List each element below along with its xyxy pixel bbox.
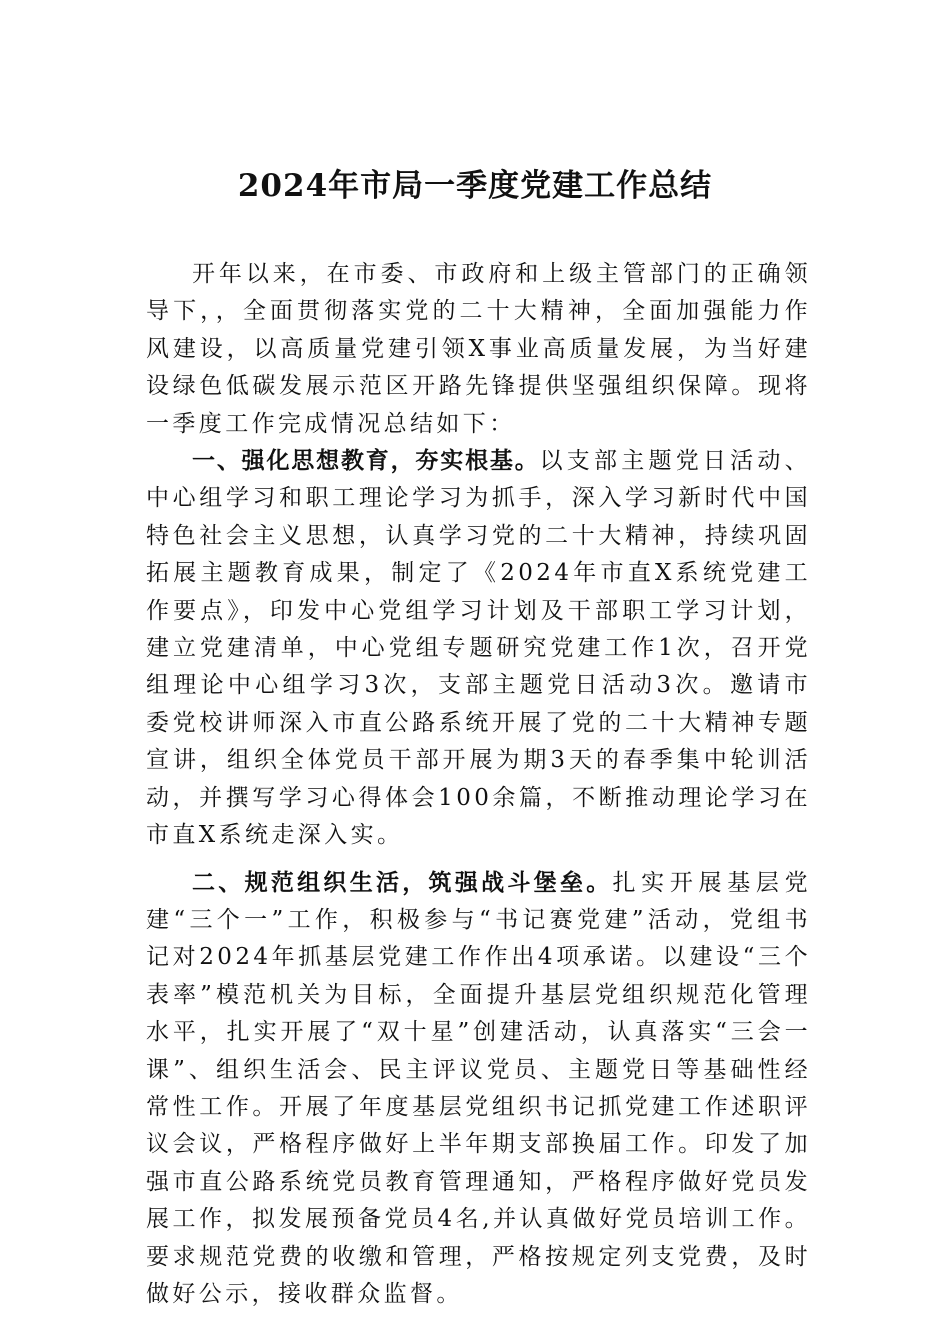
section-1-text: 以支部主题党日活动、中心组学习和职工理论学习为抓手，深入学习新时代中国特色社会主义思想，认真学习党的二十大精神，持续巩固拓展主题教育成果，制定了《2024年市直X系统党建工作要点》，印发中心党组学习计划及干部职工学习计划，建立党建清单，中心党组专题研究党建工作1次，召开党组理论中心组学习3次，支部主题党日活动3次。邀请市委党校讲师深入市直公路系统开展了党的二十大精神专题宣讲，组织全体党员干部开展为期3天的春季集中轮训活动，并撰写学习心得体会100余篇，不断推动理论学习在市直X系统走深入实。 xyxy=(146,448,812,849)
section-2-paragraph xyxy=(146,865,811,1314)
section-2-heading: 二、规范组织生活，筑强战斗堡垒。 xyxy=(192,869,613,896)
intro-paragraph-text: 开年以来，在市委、市政府和上级主管部门的正确领导下，，全面贯彻落实党的二十大精神，全面加强能力作风建设，以高质量党建引领X事业高质量发展，为当好建设绿色低碳发展示范区开路先锋提供坚强组织保障。现将一季度工作完成情况总结如下： xyxy=(146,261,811,437)
section-2-text: 扎实开展基层党建“三个一”工作，积极参与“书记赛党建”活动，党组书记对2024年抓基层党建工作作出4项承诺。以建设“三个表率”模范机关为目标，全面提升基层党组织规范化管理水平，扎实开展了“双十星”创建活动，认真落实“三会一课”、组织生活会、民主评议党员、主题党日等基础性经常性工作。开展了年度基层党组织书记抓党建工作述职评议会议，严格程序做好上半年期支部换届工作。印发了加强市直公路系统党员教育管理通知，严格程序做好党员发展工作，拟发展预备党员4名,并认真做好党员培训工作。要求规范党费的收缴和管理，严格按规定列支党费，及时做好公示，接收群众监督。 xyxy=(146,869,811,1307)
page-title: 2024年市局一季度党建工作总结 xyxy=(237,168,713,204)
document-body xyxy=(146,256,811,1313)
intro-paragraph xyxy=(146,256,811,443)
section-1-heading: 一、强化思想教育，夯实根基。 xyxy=(192,448,540,475)
section-1-paragraph xyxy=(146,443,811,854)
paragraph-spacer xyxy=(146,855,811,865)
